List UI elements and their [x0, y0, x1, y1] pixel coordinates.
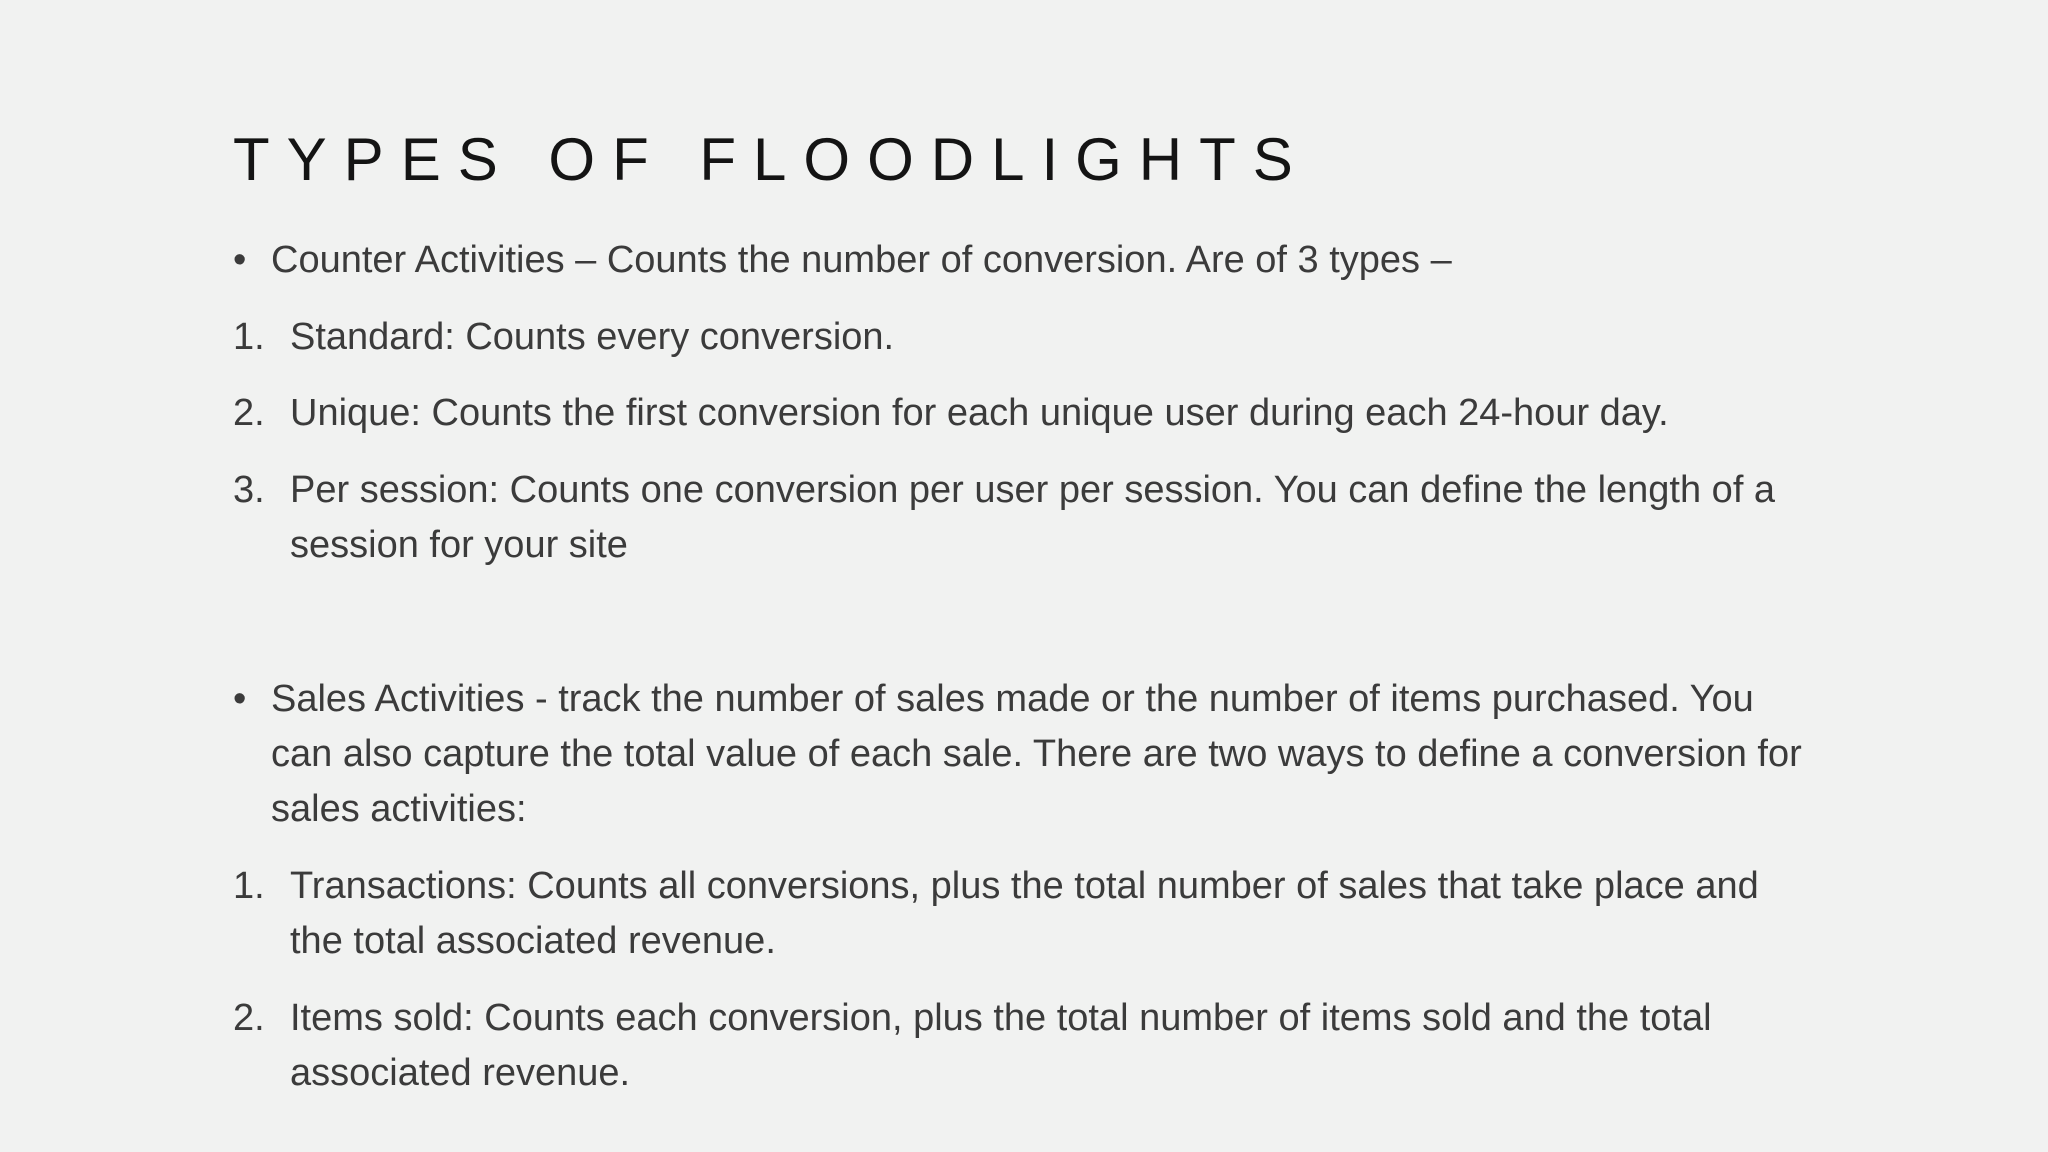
bullet-text: Counter Activities – Counts the number of conversion. Are of 3 types – [271, 239, 1452, 281]
bullet-marker: • [233, 239, 247, 281]
list-number: 1. [233, 316, 265, 358]
list-item-text: Standard: Counts every conversion. [290, 316, 895, 358]
list-item-text: Unique: Counts the first conversion for each unique user during each 24-hour day. [290, 392, 1669, 434]
bullet-text: Sales Activities - track the number of sales made or the number of items purchased. You can also capture the total value of each sale. There are two ways to define a conversion for sales activities: [271, 678, 1802, 830]
slide-title: TYPES OF FLOODLIGHTS [233, 126, 1310, 193]
list-item-text: Items sold: Counts each conversion, plus the total number of items sold and the total associated revenue. [290, 997, 1712, 1094]
slide-content [233, 0, 1813, 1152]
list-number: 1. [233, 865, 265, 907]
list-number: 3. [233, 469, 265, 511]
list-item-text: Transactions: Counts all conversions, plus the total number of sales that take place and the total associated revenue. [290, 865, 1759, 962]
list-number: 2. [233, 997, 265, 1039]
list-item-text: Per session: Counts one conversion per user per session. You can define the length of a session for your site [290, 469, 1776, 566]
bullet-marker: • [233, 678, 247, 720]
list-number: 2. [233, 392, 265, 434]
